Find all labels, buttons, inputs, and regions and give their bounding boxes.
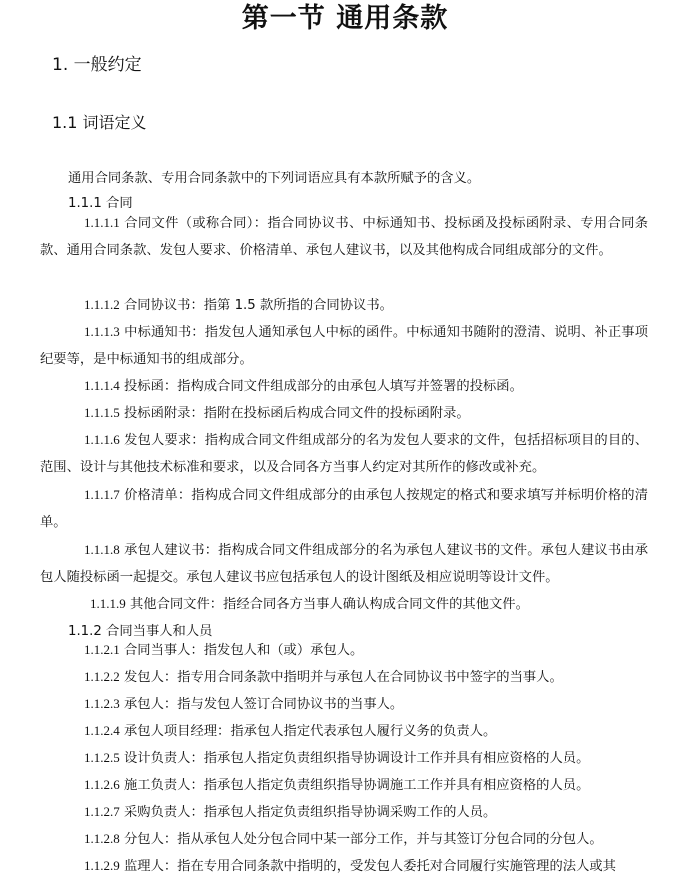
item-number: 1.1.1.7 bbox=[84, 487, 120, 502]
item-number: 1.1.1.4 bbox=[84, 378, 120, 393]
item-text: 监理人：指在专用合同条款中指明的，受发包人委托对合同履行实施管理的法人或其 bbox=[119, 859, 616, 874]
item-number: 1.1.1.3 bbox=[84, 324, 120, 339]
heading-definitions: 1.1 词语定义 bbox=[52, 113, 147, 132]
heading-general-provisions: 1. 一般约定 bbox=[52, 55, 142, 75]
item-number: 1.1.2.4 bbox=[84, 723, 120, 738]
subsection-heading-parties: 1.1.2 合同当事人和人员 bbox=[68, 624, 213, 639]
definition-item bbox=[40, 771, 648, 799]
item-number: 1.1.2.2 bbox=[84, 669, 120, 684]
item-text: 分包人：指从承包人处分包合同中某一部分工作，并与其签订分包合同的分包人。 bbox=[119, 832, 603, 847]
item-number: 1.1.1.2 bbox=[84, 297, 120, 312]
item-number: 1.1.2.7 bbox=[84, 804, 120, 819]
definition-item bbox=[40, 663, 648, 691]
item-text: 中标通知书：指发包人通知承包人中标的函件。中标通知书随附的澄清、说明、补正事项纪要等，是中标通知书的组成部分。 bbox=[40, 325, 648, 367]
item-number: 1.1.2.8 bbox=[84, 831, 120, 846]
item-number: 1.1.1.9 bbox=[90, 596, 126, 611]
item-number: 1.1.2.3 bbox=[84, 696, 120, 711]
item-text: 投标函：指构成合同文件组成部分的由承包人填写并签署的投标函。 bbox=[119, 379, 523, 394]
page-title: 第一节 通用条款 bbox=[241, 3, 449, 34]
definition-item bbox=[40, 798, 648, 826]
definition-item bbox=[40, 636, 648, 664]
item-text: 投标函附录：指附在投标函后构成合同文件的投标函附录。 bbox=[119, 406, 470, 421]
definition-item bbox=[40, 852, 648, 880]
item-number: 1.1.1.1 bbox=[84, 215, 120, 230]
item-text: 发包人：指专用合同条款中指明并与承包人在合同协议书中签字的当事人。 bbox=[119, 670, 563, 685]
definition-item bbox=[40, 426, 648, 481]
definition-item bbox=[40, 372, 648, 400]
item-number: 1.1.2.9 bbox=[84, 858, 120, 873]
item-number: 1.1.1.8 bbox=[84, 542, 120, 557]
item-number: 1.1.1.5 bbox=[84, 405, 120, 420]
item-text: 合同当事人：指发包人和（或）承包人。 bbox=[119, 643, 364, 658]
item-text: 其他合同文件：指经合同各方当事人确认构成合同文件的其他文件。 bbox=[125, 597, 529, 612]
item-text: 合同文件（或称合同）：指合同协议书、中标通知书、投标函及投标函附录、专用合同条款、通用合同条款、发包人要求、价格清单、承包人建议书，以及其他构成合同组成部分的文件。 bbox=[40, 216, 648, 258]
definition-item bbox=[40, 209, 648, 264]
subsection-heading-contract: 1.1.1 合同 bbox=[68, 196, 133, 211]
item-text: 发包人要求：指构成合同文件组成部分的名为发包人要求的文件，包括招标项目的目的、范围、设计与其他技术标准和要求，以及合同各方当事人约定对其所作的修改或补充。 bbox=[40, 433, 648, 475]
item-number: 1.1.1.6 bbox=[84, 432, 120, 447]
item-text: 合同协议书：指第 1.5 款所指的合同协议书。 bbox=[119, 298, 393, 313]
item-text: 承包人建议书：指构成合同文件组成部分的名为承包人建议书的文件。承包人建议书由承包人随投标函一起提交。承包人建议书应包括承包人的设计图纸及相应说明等设计文件。 bbox=[40, 543, 648, 585]
item-text: 承包人项目经理：指承包人指定代表承包人履行义务的负责人。 bbox=[119, 724, 497, 739]
item-text: 承包人：指与发包人签订合同协议书的当事人。 bbox=[119, 697, 404, 712]
item-text: 设计负责人：指承包人指定负责组织指导协调设计工作并具有相应资格的人员。 bbox=[119, 751, 590, 766]
item-text: 采购负责人：指承包人指定负责组织指导协调采购工作的人员。 bbox=[119, 805, 497, 820]
definition-item bbox=[40, 481, 648, 536]
definition-item bbox=[40, 690, 648, 718]
definition-item bbox=[40, 744, 648, 772]
item-number: 1.1.2.5 bbox=[84, 750, 120, 765]
intro-paragraph: 通用合同条款、专用合同条款中的下列词语应具有本款所赋予的含义。 bbox=[68, 171, 481, 186]
definition-item bbox=[40, 291, 648, 319]
item-text: 价格清单：指构成合同文件组成部分的由承包人按规定的格式和要求填写并标明价格的清单。 bbox=[40, 488, 648, 530]
definition-item bbox=[40, 825, 648, 853]
definition-item bbox=[40, 318, 648, 373]
item-number: 1.1.2.1 bbox=[84, 642, 120, 657]
item-number: 1.1.2.6 bbox=[84, 777, 120, 792]
definition-item bbox=[40, 399, 648, 427]
item-text: 施工负责人：指承包人指定负责组织指导协调施工工作并具有相应资格的人员。 bbox=[119, 778, 590, 793]
definition-item bbox=[40, 590, 648, 618]
definition-item bbox=[40, 717, 648, 745]
definition-item bbox=[40, 536, 648, 591]
